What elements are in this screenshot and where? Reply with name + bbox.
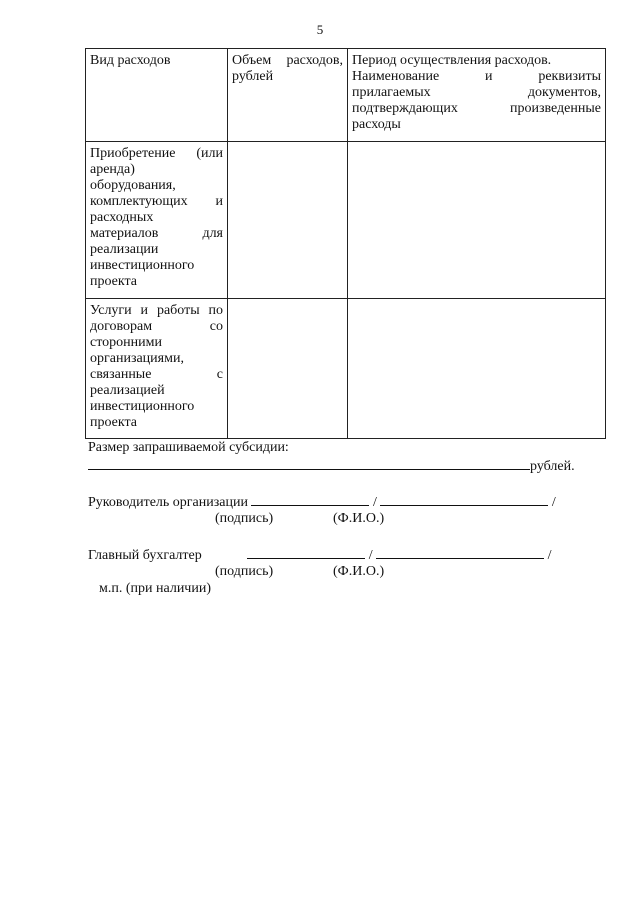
row-services-period	[348, 299, 606, 439]
accountant-signature-blank[interactable]	[247, 545, 365, 559]
table-row	[86, 142, 606, 299]
cell-line: инвестиционного	[90, 258, 195, 273]
subsidy-amount-blank[interactable]	[88, 456, 530, 470]
cell-line: инвестиционного	[90, 399, 195, 414]
cell-line: связанные с	[90, 367, 223, 382]
head-name-blank[interactable]	[380, 492, 548, 506]
header-expense-type-text: Вид расходов	[90, 53, 171, 68]
subsidy-amount-line	[88, 456, 575, 475]
header-expense-type	[86, 49, 228, 142]
expenses-table	[85, 48, 606, 439]
subsidy-unit: рублей.	[530, 459, 575, 474]
header-period-line: расходы	[352, 117, 401, 132]
cell-line: проекта	[90, 274, 137, 289]
header-expense-amount	[228, 49, 348, 142]
head-signature-blank[interactable]	[251, 492, 369, 506]
cell-line: материалов для	[90, 226, 223, 241]
cell-line: Приобретение (или	[90, 146, 223, 161]
header-amount-line: Объем расходов,	[232, 53, 343, 68]
accountant-sign-caption: (подпись)	[215, 564, 274, 579]
row-equipment-type	[86, 142, 228, 299]
cell-line: расходных	[90, 210, 154, 225]
accountant-name-caption: (Ф.И.О.)	[333, 564, 385, 579]
accountant-slash-end: /	[547, 548, 552, 563]
head-slash-end: /	[551, 495, 556, 510]
cell-line: организациями,	[90, 351, 184, 366]
head-name-caption: (Ф.И.О.)	[333, 511, 385, 526]
row-services-type	[86, 299, 228, 439]
head-signature-line	[88, 492, 556, 511]
cell-line: аренда)	[90, 162, 135, 177]
head-sign-caption: (подпись)	[215, 511, 274, 526]
seal-note: м.п. (при наличии)	[99, 581, 211, 596]
page-number: 5	[316, 22, 324, 37]
header-period-line: Период осуществления расходов.	[352, 53, 552, 68]
cell-line: сторонними	[90, 335, 162, 350]
header-period-line: прилагаемых документов,	[352, 85, 601, 100]
cell-line: комплектующих и	[90, 194, 223, 209]
header-expense-period	[348, 49, 606, 142]
cell-line: реализации	[90, 242, 159, 257]
head-label: Руководитель организации	[88, 495, 248, 510]
cell-line: проекта	[90, 415, 137, 430]
head-slash: /	[372, 495, 377, 510]
cell-line: реализацией	[90, 383, 165, 398]
header-period-line: Наименование и реквизиты	[352, 69, 601, 84]
row-equipment-period	[348, 142, 606, 299]
row-equipment-amount	[228, 142, 348, 299]
header-period-line: подтверждающих произведенные	[352, 101, 601, 116]
accountant-signature-line	[88, 545, 552, 564]
cell-line: договорам со	[90, 319, 223, 334]
cell-line: оборудования,	[90, 178, 176, 193]
cell-line: Услуги и работы по	[90, 303, 223, 318]
header-amount-line: рублей	[232, 69, 274, 84]
subsidy-label: Размер запрашиваемой субсидии:	[88, 440, 289, 455]
accountant-label: Главный бухгалтер	[88, 548, 202, 563]
accountant-name-blank[interactable]	[376, 545, 544, 559]
table-header-row	[86, 49, 606, 142]
table-row	[86, 299, 606, 439]
row-services-amount	[228, 299, 348, 439]
accountant-slash: /	[368, 548, 373, 563]
